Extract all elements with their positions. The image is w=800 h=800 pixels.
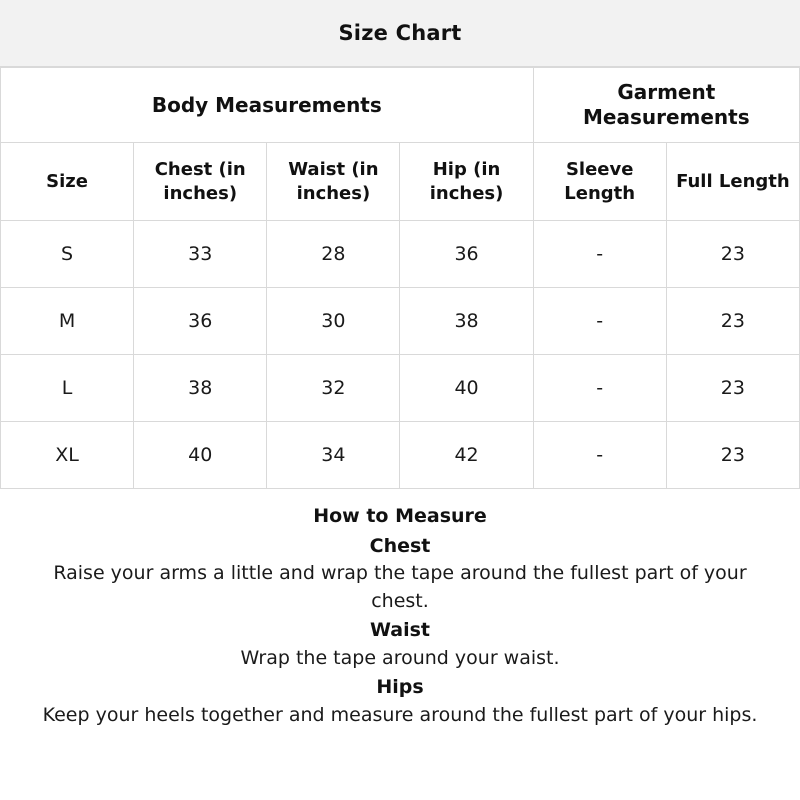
how-to-measure-text-hips: Keep your heels together and measure around the fullest part of your hips. — [42, 703, 758, 726]
column-header-full-length: Full Length — [666, 143, 799, 221]
size-chart-table — [0, 67, 800, 489]
how-to-measure-text-chest: Raise your arms a little and wrap the tape around the fullest part of your chest. — [53, 562, 747, 612]
cell-full: 23 — [666, 422, 799, 489]
column-header-size: Size — [1, 143, 134, 221]
cell-size: L — [1, 355, 134, 422]
page-title: Size Chart — [338, 21, 462, 45]
cell-waist: 28 — [267, 221, 400, 288]
how-to-measure-section — [0, 489, 800, 729]
cell-chest: 38 — [134, 355, 267, 422]
cell-waist: 30 — [267, 288, 400, 355]
cell-waist: 32 — [267, 355, 400, 422]
how-to-measure-text-waist: Wrap the tape around your waist. — [240, 646, 560, 669]
column-header-sleeve-length: Sleeve Length — [533, 143, 666, 221]
table-row — [1, 221, 800, 288]
cell-chest: 33 — [134, 221, 267, 288]
cell-hip: 40 — [400, 355, 533, 422]
how-to-measure-title-waist: Waist — [369, 619, 430, 642]
cell-full: 23 — [666, 355, 799, 422]
how-to-measure-title-hips: Hips — [376, 676, 424, 699]
table-column-header-row — [1, 143, 800, 221]
table-row — [1, 355, 800, 422]
cell-hip: 42 — [400, 422, 533, 489]
cell-size: XL — [1, 422, 134, 489]
cell-size: M — [1, 288, 134, 355]
table-row — [1, 422, 800, 489]
table-row — [1, 288, 800, 355]
cell-waist: 34 — [267, 422, 400, 489]
cell-hip: 38 — [400, 288, 533, 355]
group-header-garment-measurements: Garment Measurements — [533, 68, 799, 143]
title-bar — [0, 0, 800, 67]
cell-size: S — [1, 221, 134, 288]
cell-sleeve: - — [533, 221, 666, 288]
cell-sleeve: - — [533, 355, 666, 422]
cell-chest: 36 — [134, 288, 267, 355]
cell-sleeve: - — [533, 288, 666, 355]
how-to-measure-title-chest: Chest — [369, 534, 431, 557]
how-to-measure-heading: How to Measure — [313, 505, 487, 527]
table-group-header-row — [1, 68, 800, 143]
cell-sleeve: - — [533, 422, 666, 489]
column-header-waist: Waist (in inches) — [267, 143, 400, 221]
column-header-chest: Chest (in inches) — [134, 143, 267, 221]
cell-full: 23 — [666, 288, 799, 355]
group-header-body-measurements: Body Measurements — [1, 68, 534, 143]
cell-hip: 36 — [400, 221, 533, 288]
cell-chest: 40 — [134, 422, 267, 489]
column-header-hip: Hip (in inches) — [400, 143, 533, 221]
cell-full: 23 — [666, 221, 799, 288]
